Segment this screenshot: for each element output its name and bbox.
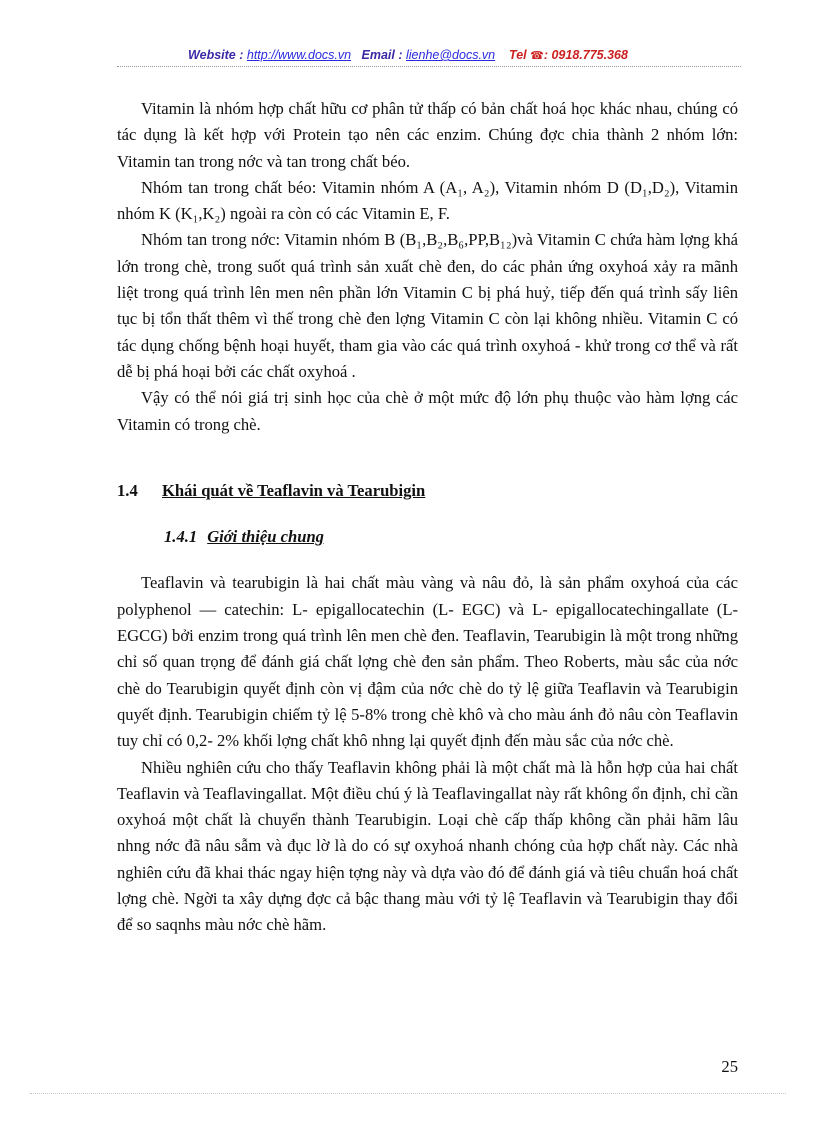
- subsection-heading: [117, 524, 738, 550]
- website-label: Website :: [188, 48, 244, 62]
- email-link[interactable]: lienhe@docs.vn: [406, 48, 496, 62]
- section-title: Khái quát về Teaflavin và Tearubigin: [162, 480, 426, 500]
- paragraph-water-soluble: Nhóm tan trong nớc: Vitamin nhóm B (B₁,B₂,B₆,PP,B₁₂)và Vitamin C chứa hàm lợng khá lớn trong chè, trong suốt quá trình sản xuất chè đen, do các phản ứng oxyhoá xảy ra mãnh liệt trong quá trình lên men nên phần lớn Vitamin C bị phá huỷ, tiếp đến quá trình sấy liên tục bị tổn thất thêm vì thế trong chè đen lợng Vitamin C còn lại không nhiều. Vitamin C có tác dụng chống bệnh hoại huyết, tham gia vào các quá trình oxyhoá - khử trong cơ thể và rất dễ bị phá hoại bởi các chất oxyhoá .: [117, 230, 738, 381]
- footer-divider: [30, 1093, 786, 1094]
- section-number: 1.4: [117, 480, 138, 500]
- paragraph-fat-soluble: Nhóm tan trong chất béo: Vitamin nhóm A (A₁, A₂), Vitamin nhóm D (D₁,D₂), Vitamin nhóm K (K₁,K₂) ngoài ra còn có các Vitamin E, F.: [117, 177, 738, 224]
- phone-number: : 0918.775.368: [543, 48, 628, 62]
- page-header: [0, 48, 816, 62]
- email-label: Email :: [361, 48, 403, 62]
- paragraph-biological-value: Vậy có thể nói giá trị sinh học của chè ở một mức độ lớn phụ thuộc vào hàm lợng các Vitamin có trong chè.: [117, 388, 738, 434]
- tel-label: Tel: [509, 48, 527, 62]
- paragraph-teaflavin-intro: Teaflavin và tearubigin là hai chất màu vàng và nâu đỏ, là sản phẩm oxyhoá của các polyphenol — catechin: L- epigallocatechin (L- EGC) và L- epigallocatechingallate (L- EGCG) bởi enzim trong quá trình lên men chè đen. Teaflavin, Tearubigin là một trong những chỉ số quan trọng để đánh giá chất lợng chè đen sản phẩm. Theo Roberts, màu sắc của nớc chè do Tearubigin quyết định còn vị đậm của nớc chè do tỷ lệ giữa Teaflavin và Tearubigin quyết định. Tearubigin chiếm tỷ lệ 5-8% trong chè khô và cho màu ánh đỏ nâu còn Teaflavin tuy chỉ có 0,2- 2% khối lợng chất khô nhng lại quyết định đến màu sắc của nớc chè.: [117, 573, 738, 751]
- paragraph-vitamin-intro: Vitamin là nhóm hợp chất hữu cơ phân tử thấp có bản chất hoá học khác nhau, chúng có tác dụng là kết hợp với Protein tạo nên các enzim. Chúng đợc chia thành 2 nhóm lớn: Vitamin tan trong nớc và tan trong chất béo.: [117, 99, 738, 171]
- subsection-number: 1.4.1: [164, 527, 198, 547]
- phone-icon: ☎: [530, 50, 544, 62]
- website-link[interactable]: http://www.docs.vn: [246, 48, 352, 62]
- subsection-title: Giới thiệu chung: [207, 527, 324, 547]
- page-body: [117, 96, 738, 939]
- header-divider: [117, 66, 741, 67]
- paragraph-teaflavin-research: Nhiều nghiên cứu cho thấy Teaflavin không phải là một chất mà là hỗn hợp của hai chất Teaflavin và Teaflavingallat. Một điều chú ý là Teaflavingallat này rất không ổn định, chỉ cần oxyhoá một chất là chuyển thành Tearubigin. Loại chè cấp thấp không cần phải hãm lâu nhng nớc đã nâu sẫm và đục lờ là do có sự oxyhoá nhanh chóng của hợp chất này. Các nhà nghiên cứu đã khai thác ngay hiện tợng này và dựa vào đó để đánh giá và tiêu chuẩn hoá chất lợng chè. Ngời ta xây dựng đợc cả bậc thang màu với tỷ lệ Teaflavin và Tearubigin thay đổi để so saqnhs màu nớc chè hãm.: [117, 757, 738, 935]
- section-heading: [117, 478, 738, 504]
- page-number: 25: [721, 1057, 738, 1076]
